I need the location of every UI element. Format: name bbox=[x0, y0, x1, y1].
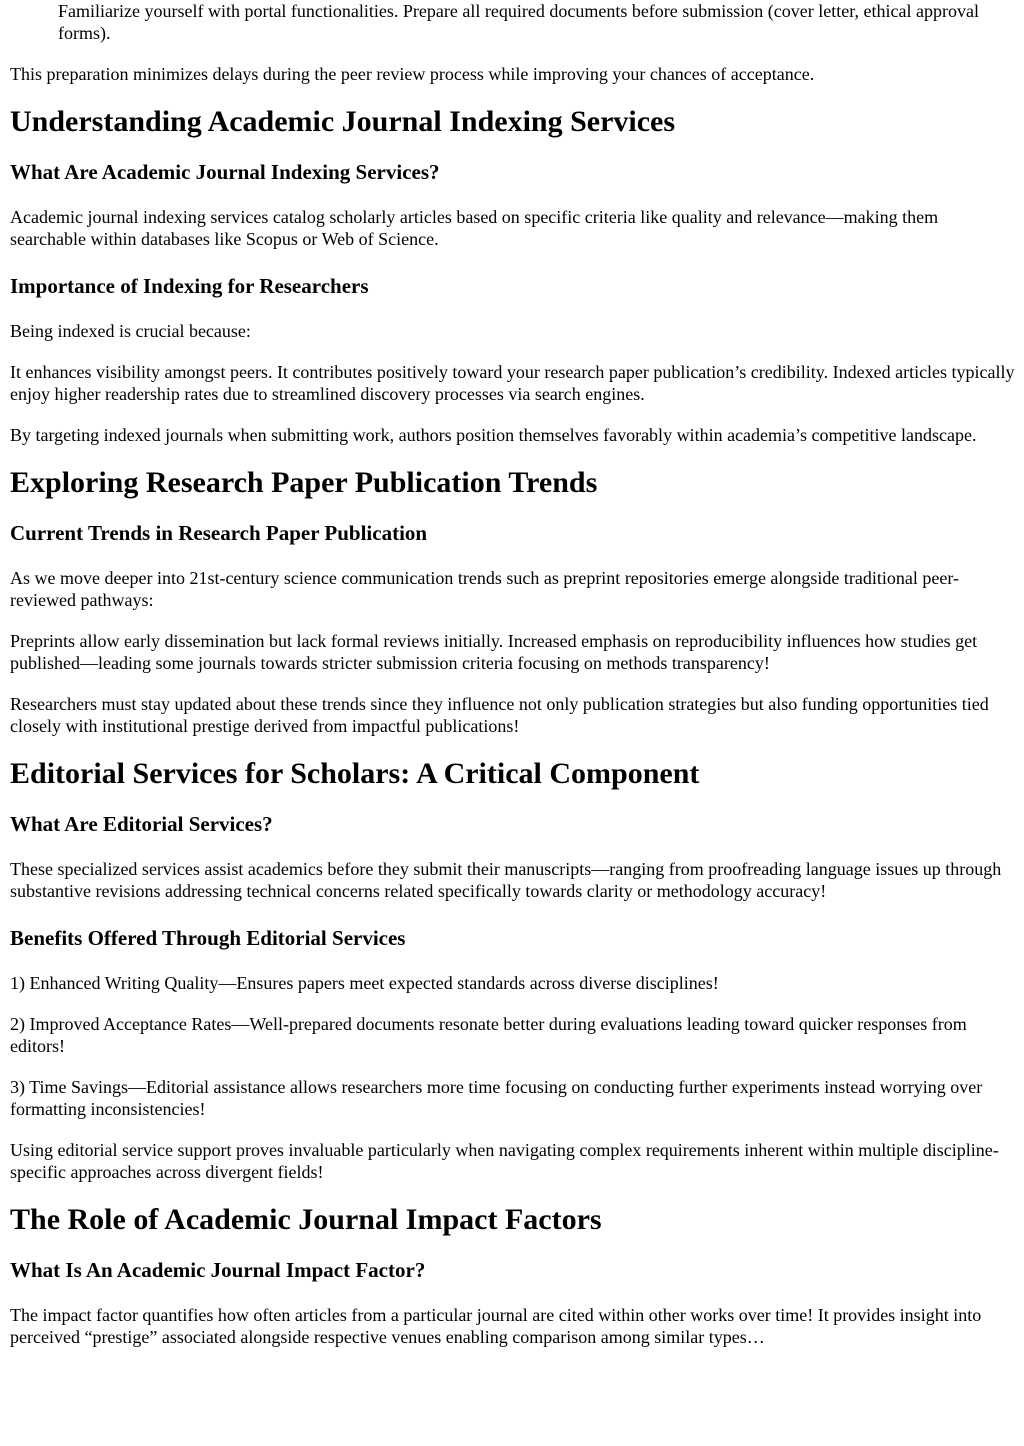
subheading-benefits-editorial: Benefits Offered Through Editorial Services bbox=[10, 926, 406, 950]
subheading-what-are-indexing: What Are Academic Journal Indexing Services? bbox=[10, 160, 440, 184]
subheading-current-trends: Current Trends in Research Paper Publication bbox=[10, 521, 428, 545]
indexing-paragraph-2: Being indexed is crucial because: bbox=[10, 321, 251, 341]
subheading-importance-indexing: Importance of Indexing for Researchers bbox=[10, 274, 369, 298]
indexing-paragraph-1: Academic journal indexing services catalog scholarly articles based on specific criteria like quality and relevance—making them searchable within databases like Scopus or Web of Science. bbox=[10, 207, 939, 249]
benefit-item-3: 3) Time Savings—Editorial assistance allows researchers more time focusing on conducting further experiments instead worrying over formatting inconsistencies! bbox=[10, 1077, 983, 1119]
benefit-item-1: 1) Enhanced Writing Quality—Ensures papers meet expected standards across diverse disciplines! bbox=[10, 973, 719, 993]
trends-paragraph-1: As we move deeper into 21st-century science communication trends such as preprint repositories emerge alongside traditional peer-reviewed pathways: bbox=[10, 568, 959, 610]
article-body bbox=[10, 0, 1016, 1348]
section-heading-impact: The Role of Academic Journal Impact Factors bbox=[10, 1203, 602, 1236]
editorial-paragraph-1: These specialized services assist academics before they submit their manuscripts—ranging from proofreading language issues up through substantive revisions addressing technical concerns related specifically towards clarity or methodology accuracy! bbox=[10, 859, 1002, 901]
trends-paragraph-3: Researchers must stay updated about these trends since they influence not only publication strategies but also funding opportunities tied closely with institutional prestige derived from impactful publications! bbox=[10, 694, 989, 736]
indexing-paragraph-3: It enhances visibility amongst peers. It contributes positively toward your research paper publication’s credibility. Indexed articles typically enjoy higher readership rates due to streamlined discovery processes via search engines. bbox=[10, 362, 1015, 404]
trends-paragraph-2: Preprints allow early dissemination but lack formal reviews initially. Increased emphasis on reproducibility influences how studies get published—leading some journals towards stricter submission criteria focusing on methods transparency! bbox=[10, 631, 978, 673]
benefit-item-2: 2) Improved Acceptance Rates—Well-prepared documents resonate better during evaluations leading toward quicker responses from editors! bbox=[10, 1014, 967, 1056]
section-heading-editorial: Editorial Services for Scholars: A Critical Component bbox=[10, 757, 700, 790]
subheading-what-are-editorial: What Are Editorial Services? bbox=[10, 812, 273, 836]
editorial-paragraph-2: Using editorial service support proves invaluable particularly when navigating complex requirements inherent within multiple discipline-specific approaches across divergent fields! bbox=[10, 1140, 999, 1182]
intro-list-item: Familiarize yourself with portal functionalities. Prepare all required documents before submission (cover letter, ethical approval forms). bbox=[58, 1, 979, 43]
section-heading-indexing: Understanding Academic Journal Indexing Services bbox=[10, 105, 676, 138]
indexing-paragraph-4: By targeting indexed journals when submitting work, authors position themselves favorably within academia’s competitive landscape. bbox=[10, 425, 977, 445]
section-heading-trends: Exploring Research Paper Publication Trends bbox=[10, 466, 598, 499]
impact-paragraph-1: The impact factor quantifies how often articles from a particular journal are cited within other works over time! It provides insight into perceived “prestige” associated alongside respective venues enabling comparison among similar types… bbox=[10, 1305, 982, 1347]
subheading-what-is-impact-factor: What Is An Academic Journal Impact Factor? bbox=[10, 1258, 426, 1282]
intro-paragraph: This preparation minimizes delays during the peer review process while improving your chances of acceptance. bbox=[10, 64, 815, 84]
